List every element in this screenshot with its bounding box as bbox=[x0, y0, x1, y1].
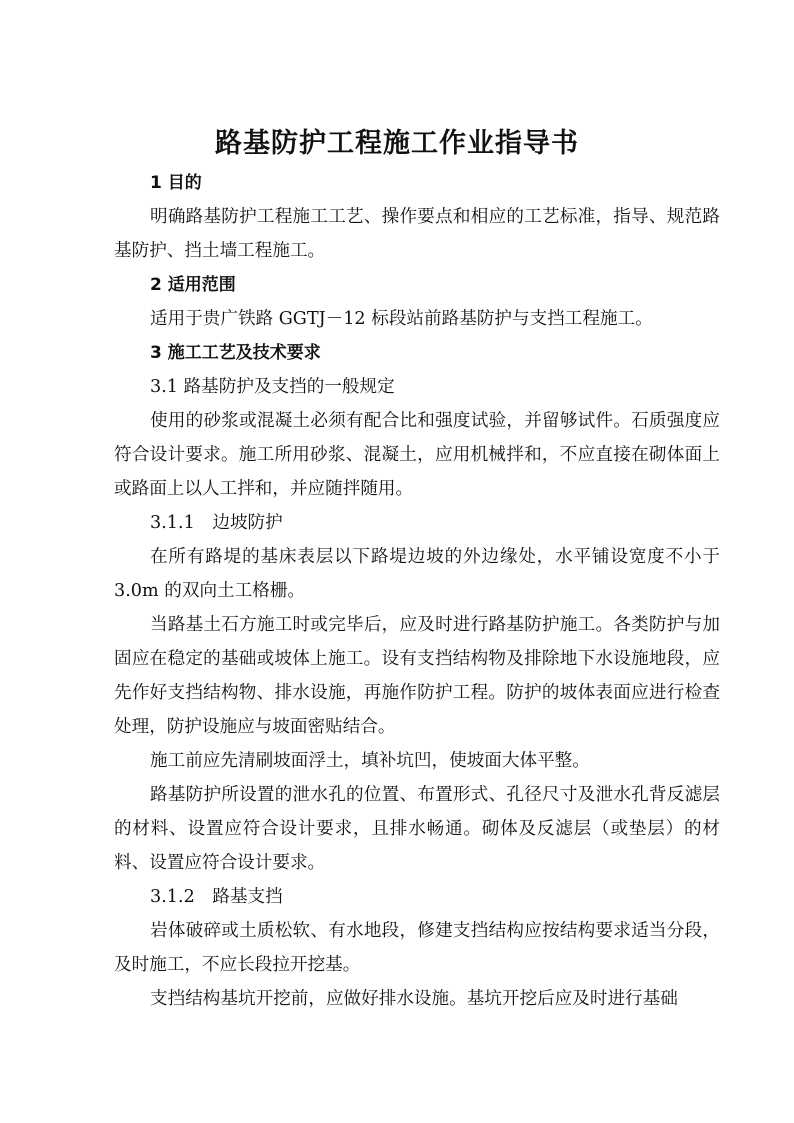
subsection-heading: 3.1.2 路基支挡 bbox=[150, 887, 283, 907]
paragraph: 施工前应先清刷坡面浮土，填补坑凹，使坡面大体平整。 bbox=[150, 751, 590, 771]
section-heading-scope: 2 适用范围 bbox=[150, 275, 236, 295]
paragraph: 当路基土石方施工时或完毕后，应及时进行路基防护施工。各类防护与加固应在稳定的基础或坡体上施工。设有支挡结构物及排除地下水设施地段，应先作好支挡结构物、排水设施，再施作防护工程。防护的坡体表面应进行检查处理，防护设施应与坡面密贴结合。 bbox=[114, 615, 720, 737]
document-body bbox=[114, 166, 720, 1016]
paragraph: 明确路基防护工程施工工艺、操作要点和相应的工艺标准，指导、规范路基防护、挡土墙工程施工。 bbox=[114, 207, 720, 261]
paragraph: 岩体破碎或土质松软、有水地段，修建支挡结构应按结构要求适当分段，及时施工，不应长段拉开挖基。 bbox=[114, 921, 720, 975]
subsection-heading: 3.1.1 边坡防护 bbox=[150, 513, 283, 533]
paragraph: 支挡结构基坑开挖前，应做好排水设施。基坑开挖后应及时进行基础 bbox=[150, 989, 678, 1009]
section-heading-process: 3 施工工艺及技术要求 bbox=[150, 343, 321, 363]
paragraph: 在所有路堤的基床表层以下路堤边坡的外边缘处，水平铺设宽度不小于 3.0m 的双向土工格栅。 bbox=[114, 547, 720, 601]
paragraph: 使用的砂浆或混凝土必须有配合比和强度试验，并留够试件。石质强度应符合设计要求。施工所用砂浆、混凝土，应用机械拌和，不应直接在砌体面上或路面上以人工拌和，并应随拌随用。 bbox=[114, 411, 720, 499]
page-title: 路基防护工程施工作业指导书 bbox=[215, 128, 579, 159]
subsection-heading: 3.1 路基防护及支挡的一般规定 bbox=[150, 377, 395, 397]
paragraph: 适用于贵广铁路 GGTJ－12 标段站前路基防护与支挡工程施工。 bbox=[150, 309, 653, 329]
paragraph: 路基防护所设置的泄水孔的位置、布置形式、孔径尺寸及泄水孔背反滤层的材料、设置应符合设计要求，且排水畅通。砌体及反滤层（或垫层）的材料、设置应符合设计要求。 bbox=[114, 785, 720, 873]
section-heading-purpose: 1 目的 bbox=[150, 173, 202, 193]
